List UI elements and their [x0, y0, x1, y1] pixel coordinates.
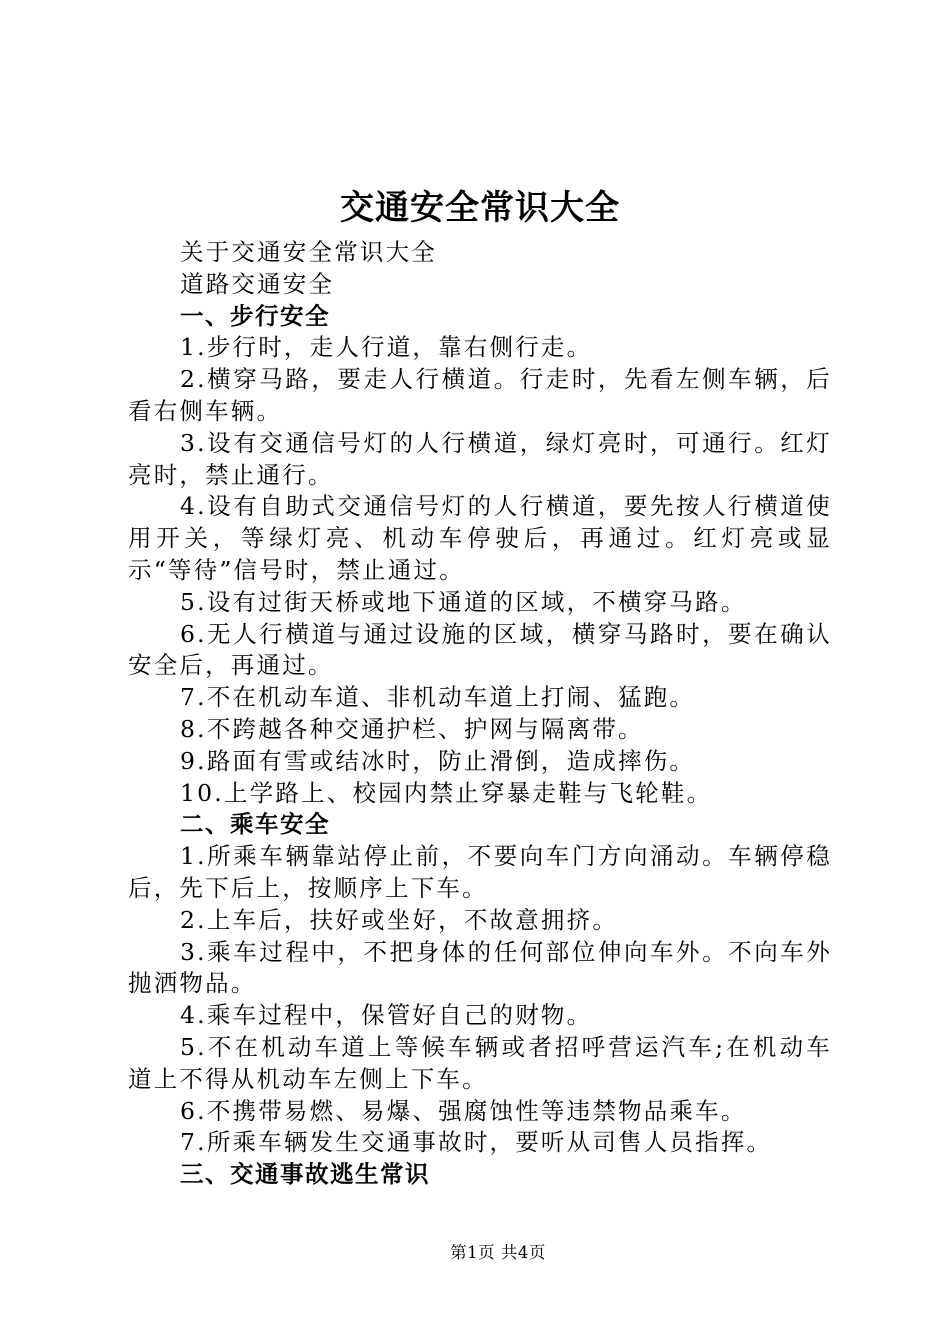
- document-title: 交通安全常识大全: [340, 188, 620, 228]
- page-number-footer: 第1页 共4页: [450, 1243, 546, 1262]
- list-item: 5.设有过街天桥或地下通道的区域，不横穿马路。: [180, 587, 747, 616]
- list-item: 8.不跨越各种交通护栏、护网与隔离带。: [180, 714, 644, 743]
- list-item: 10.上学路上、校园内禁止穿暴走鞋与飞轮鞋。: [180, 778, 713, 807]
- section-heading-escape: 三、交通事故逃生常识: [180, 1160, 430, 1189]
- list-item: 7.所乘车辆发生交通事故时，要听从司售人员指挥。: [180, 1128, 773, 1157]
- list-item: 7.不在机动车道、非机动车道上打闹、猛跑。: [180, 683, 696, 712]
- section-label: 道路交通安全: [180, 269, 335, 298]
- section-heading-walking: 一、步行安全: [180, 301, 330, 330]
- list-item: 6.无人行横道与通过设施的区域，横穿马路时，要在确认安全后，再通过。: [128, 619, 832, 680]
- list-item: 9.路面有雪或结冰时，防止滑倒，造成摔伤。: [180, 746, 696, 775]
- list-item: 1.所乘车辆靠站停止前，不要向车门方向涌动。车辆停稳后，先下后上，按顺序上下车。: [128, 842, 832, 902]
- document-body: [128, 237, 832, 1191]
- section-heading-riding: 二、乘车安全: [180, 810, 330, 839]
- list-item: 6.不携带易燃、易爆、强腐蚀性等违禁物品乘车。: [180, 1096, 747, 1125]
- list-item: 2.上车后，扶好或坐好，不故意拥挤。: [180, 905, 619, 934]
- list-item: 4.设有自助式交通信号灯的人行横道，要先按人行横道使用开关，等绿灯亮、机动车停驶后，再通过。红灯亮或显示“等待”信号时，禁止通过。: [128, 492, 832, 584]
- list-item: 1.步行时，走人行道，靠右侧行走。: [180, 333, 593, 362]
- list-item: 2.横穿马路，要走人行横道。行走时，先看左侧车辆，后看右侧车辆。: [128, 365, 832, 425]
- list-item: 3.乘车过程中，不把身体的任何部位伸向车外。不向车外抛洒物品。: [128, 937, 832, 998]
- intro-line: 关于交通安全常识大全: [180, 238, 437, 266]
- list-item: 3.设有交通信号灯的人行横道，绿灯亮时，可通行。红灯亮时，禁止通行。: [128, 428, 832, 489]
- list-item: 5.不在机动车道上等候车辆或者招呼营运汽车;在机动车道上不得从机动车左侧上下车。: [128, 1032, 832, 1093]
- list-item: 4.乘车过程中，保管好自己的财物。: [180, 1001, 593, 1030]
